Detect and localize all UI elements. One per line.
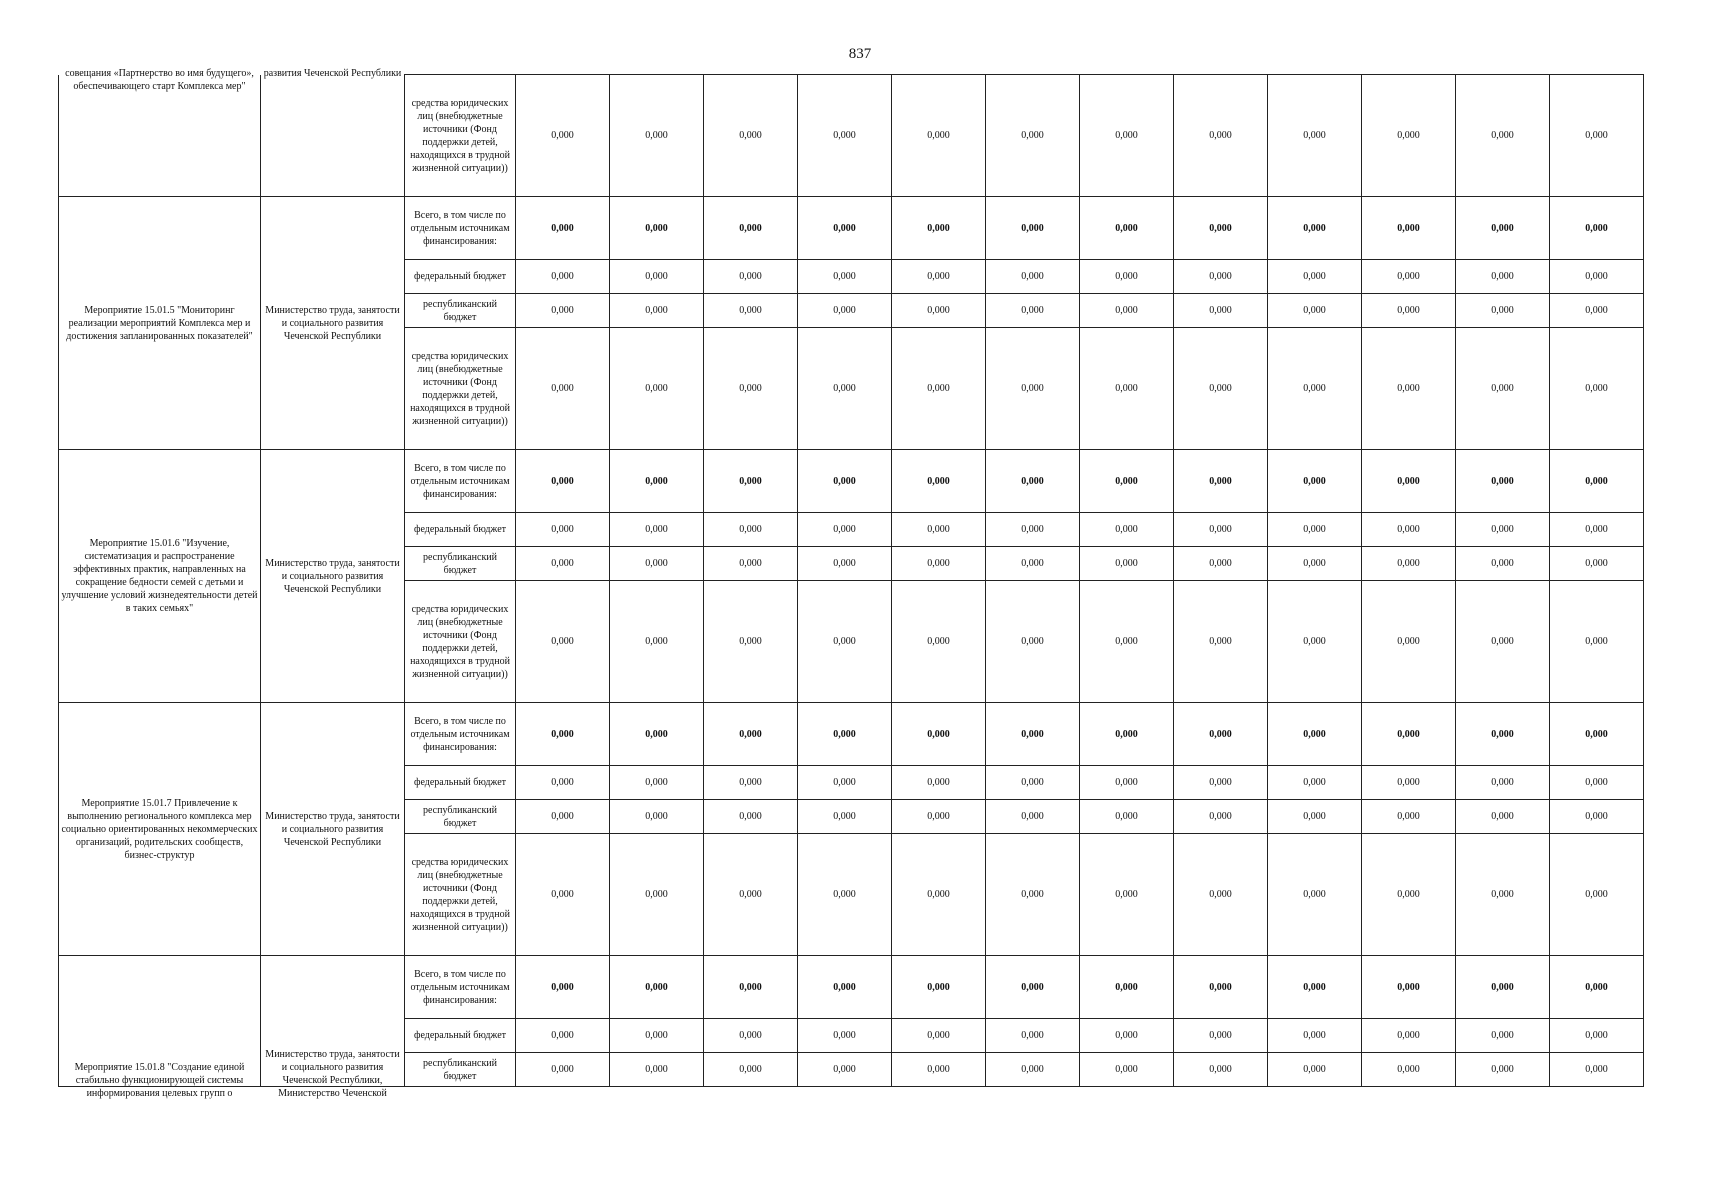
value-cell: 0,000: [892, 328, 986, 450]
value-cell: 0,000: [798, 260, 892, 294]
value-cell: 0,000: [704, 547, 798, 581]
value-cell: 0,000: [1268, 547, 1362, 581]
source-label: федеральный бюджет: [405, 1019, 516, 1053]
event-name: совещания «Партнерство во имя будущего», обеспечивающего старт Комплекса мер": [65, 67, 254, 92]
value-cell: 0,000: [1174, 1053, 1268, 1087]
value-cell: 0,000: [798, 581, 892, 703]
value-cell: 0,000: [1174, 260, 1268, 294]
value-cell: 0,000: [986, 450, 1080, 513]
value-cell: 0,000: [798, 1053, 892, 1087]
value-cell: 0,000: [1268, 513, 1362, 547]
value-cell: 0,000: [704, 956, 798, 1019]
value-cell: 0,000: [1080, 766, 1174, 800]
event-name-cell: [59, 450, 261, 703]
source-label: Всего, в том числе по отдельным источникам финансирования:: [405, 450, 516, 513]
value-cell: 0,000: [798, 513, 892, 547]
value-cell: 0,000: [1268, 800, 1362, 834]
value-cell: 0,000: [610, 1019, 704, 1053]
value-cell: 0,000: [516, 197, 610, 260]
value-cell: 0,000: [1550, 834, 1644, 956]
value-cell: 0,000: [1456, 1053, 1550, 1087]
value-cell: 0,000: [516, 581, 610, 703]
value-cell: 0,000: [1080, 703, 1174, 766]
value-cell: 0,000: [1456, 800, 1550, 834]
responsible-name: Министерство труда, занятости и социального развития Чеченской Республики, Министерство Чеченской: [265, 1049, 400, 1099]
value-cell: 0,000: [1174, 513, 1268, 547]
value-cell: 0,000: [1080, 1019, 1174, 1053]
value-cell: 0,000: [1362, 581, 1456, 703]
value-cell: 0,000: [798, 75, 892, 197]
responsible-cell: [261, 197, 405, 450]
value-cell: 0,000: [1362, 834, 1456, 956]
value-cell: 0,000: [516, 547, 610, 581]
value-cell: 0,000: [1362, 450, 1456, 513]
value-cell: 0,000: [1456, 75, 1550, 197]
event-name-cell: [59, 956, 261, 1099]
value-cell: 0,000: [1080, 294, 1174, 328]
value-cell: 0,000: [1080, 1053, 1174, 1087]
value-cell: 0,000: [986, 766, 1080, 800]
value-cell: 0,000: [1268, 260, 1362, 294]
value-cell: 0,000: [892, 547, 986, 581]
value-cell: 0,000: [516, 834, 610, 956]
value-cell: 0,000: [1268, 956, 1362, 1019]
value-cell: 0,000: [516, 956, 610, 1019]
value-cell: 0,000: [892, 1019, 986, 1053]
value-cell: 0,000: [516, 294, 610, 328]
value-cell: 0,000: [1268, 197, 1362, 260]
value-cell: 0,000: [1268, 1019, 1362, 1053]
value-cell: 0,000: [516, 260, 610, 294]
value-cell: 0,000: [516, 766, 610, 800]
value-cell: 0,000: [1174, 450, 1268, 513]
value-cell: 0,000: [1174, 328, 1268, 450]
value-cell: 0,000: [1456, 450, 1550, 513]
value-cell: 0,000: [798, 294, 892, 328]
value-cell: 0,000: [1362, 956, 1456, 1019]
value-cell: 0,000: [798, 703, 892, 766]
value-cell: 0,000: [1550, 547, 1644, 581]
value-cell: 0,000: [1080, 260, 1174, 294]
value-cell: 0,000: [1174, 1019, 1268, 1053]
value-cell: 0,000: [986, 294, 1080, 328]
value-cell: 0,000: [1362, 294, 1456, 328]
value-cell: 0,000: [1268, 450, 1362, 513]
value-cell: 0,000: [610, 294, 704, 328]
value-cell: 0,000: [986, 1019, 1080, 1053]
value-cell: 0,000: [1456, 581, 1550, 703]
value-cell: 0,000: [1362, 800, 1456, 834]
source-label: федеральный бюджет: [405, 766, 516, 800]
value-cell: 0,000: [1174, 703, 1268, 766]
value-cell: 0,000: [1550, 581, 1644, 703]
value-cell: 0,000: [1550, 1019, 1644, 1053]
value-cell: 0,000: [610, 450, 704, 513]
value-cell: 0,000: [1268, 1053, 1362, 1087]
value-cell: 0,000: [986, 328, 1080, 450]
value-cell: 0,000: [516, 75, 610, 197]
source-label: средства юридических лиц (внебюджетные источники (Фонд поддержки детей, находящихся в трудной жизненной ситуации)): [405, 328, 516, 450]
value-cell: 0,000: [1268, 294, 1362, 328]
value-cell: 0,000: [1080, 547, 1174, 581]
value-cell: 0,000: [1550, 450, 1644, 513]
value-cell: 0,000: [1080, 834, 1174, 956]
value-cell: 0,000: [798, 197, 892, 260]
value-cell: 0,000: [610, 834, 704, 956]
value-cell: 0,000: [1456, 260, 1550, 294]
value-cell: 0,000: [704, 1053, 798, 1087]
responsible-name: Министерство труда, занятости и социального развития Чеченской Республики: [265, 304, 400, 342]
value-cell: 0,000: [986, 1053, 1080, 1087]
value-cell: 0,000: [1362, 766, 1456, 800]
value-cell: 0,000: [610, 1053, 704, 1087]
value-cell: 0,000: [1362, 703, 1456, 766]
value-cell: 0,000: [704, 834, 798, 956]
value-cell: 0,000: [1174, 581, 1268, 703]
responsible-cell: [261, 67, 405, 197]
source-label: средства юридических лиц (внебюджетные источники (Фонд поддержки детей, находящихся в трудной жизненной ситуации)): [405, 834, 516, 956]
value-cell: 0,000: [986, 513, 1080, 547]
value-cell: 0,000: [1080, 956, 1174, 1019]
value-cell: 0,000: [1080, 75, 1174, 197]
value-cell: 0,000: [704, 513, 798, 547]
value-cell: 0,000: [610, 581, 704, 703]
value-cell: 0,000: [1550, 75, 1644, 197]
value-cell: 0,000: [1456, 703, 1550, 766]
value-cell: 0,000: [798, 450, 892, 513]
value-cell: 0,000: [1550, 1053, 1644, 1087]
value-cell: 0,000: [1174, 547, 1268, 581]
responsible-name: развития Чеченской Республики: [263, 67, 402, 79]
event-name: Мероприятие 15.01.7 Привлечение к выполнению регионального комплекса мер социально ориентированных некоммерческих организаций, родительских сообществ, бизнес-структур: [61, 797, 258, 861]
source-label: средства юридических лиц (внебюджетные источники (Фонд поддержки детей, находящихся в трудной жизненной ситуации)): [405, 75, 516, 197]
value-cell: 0,000: [516, 328, 610, 450]
source-label: республиканский бюджет: [405, 800, 516, 834]
value-cell: 0,000: [892, 260, 986, 294]
value-cell: 0,000: [1456, 956, 1550, 1019]
value-cell: 0,000: [704, 75, 798, 197]
value-cell: 0,000: [1080, 197, 1174, 260]
responsible-name: Министерство труда, занятости и социального развития Чеченской Республики: [265, 557, 400, 595]
value-cell: 0,000: [798, 547, 892, 581]
value-cell: 0,000: [516, 450, 610, 513]
value-cell: 0,000: [1456, 834, 1550, 956]
value-cell: 0,000: [704, 328, 798, 450]
value-cell: 0,000: [798, 1019, 892, 1053]
source-label: федеральный бюджет: [405, 260, 516, 294]
value-cell: 0,000: [1456, 547, 1550, 581]
page-number: 837: [848, 46, 872, 62]
value-cell: 0,000: [516, 800, 610, 834]
value-cell: 0,000: [1174, 197, 1268, 260]
value-cell: 0,000: [704, 197, 798, 260]
value-cell: 0,000: [516, 513, 610, 547]
value-cell: 0,000: [986, 703, 1080, 766]
value-cell: 0,000: [1456, 197, 1550, 260]
value-cell: 0,000: [1080, 450, 1174, 513]
value-cell: 0,000: [516, 1053, 610, 1087]
value-cell: 0,000: [798, 766, 892, 800]
value-cell: 0,000: [1268, 703, 1362, 766]
value-cell: 0,000: [1362, 75, 1456, 197]
source-label: федеральный бюджет: [405, 513, 516, 547]
value-cell: 0,000: [1174, 956, 1268, 1019]
value-cell: 0,000: [1080, 513, 1174, 547]
value-cell: 0,000: [892, 75, 986, 197]
value-cell: 0,000: [798, 956, 892, 1019]
value-cell: 0,000: [704, 260, 798, 294]
value-cell: 0,000: [704, 766, 798, 800]
source-label: республиканский бюджет: [405, 1053, 516, 1087]
value-cell: 0,000: [892, 800, 986, 834]
event-name: Мероприятие 15.01.6 "Изучение, систематизация и распространение эффективных практик, направленных на сокращение бедности семей с детьми и улучшение условий жизнедеятельности детей в таких семьях": [61, 538, 258, 614]
value-cell: 0,000: [798, 328, 892, 450]
value-cell: 0,000: [1362, 1019, 1456, 1053]
value-cell: 0,000: [798, 834, 892, 956]
value-cell: 0,000: [986, 581, 1080, 703]
value-cell: 0,000: [1550, 766, 1644, 800]
value-cell: 0,000: [610, 800, 704, 834]
value-cell: 0,000: [1080, 328, 1174, 450]
value-cell: 0,000: [1550, 513, 1644, 547]
table-row: [59, 75, 1644, 197]
value-cell: 0,000: [610, 766, 704, 800]
value-cell: 0,000: [1362, 1053, 1456, 1087]
value-cell: 0,000: [892, 197, 986, 260]
value-cell: 0,000: [1456, 513, 1550, 547]
value-cell: 0,000: [704, 800, 798, 834]
value-cell: 0,000: [1550, 328, 1644, 450]
value-cell: 0,000: [1268, 581, 1362, 703]
value-cell: 0,000: [1456, 1019, 1550, 1053]
value-cell: 0,000: [892, 581, 986, 703]
value-cell: 0,000: [1268, 834, 1362, 956]
value-cell: 0,000: [1362, 260, 1456, 294]
value-cell: 0,000: [1550, 294, 1644, 328]
value-cell: 0,000: [704, 294, 798, 328]
budget-table: [58, 67, 1644, 1099]
event-name: Мероприятие 15.01.5 "Мониторинг реализации мероприятий Комплекса мер и достижения запланированных показателей": [66, 304, 253, 342]
value-cell: 0,000: [1456, 766, 1550, 800]
value-cell: 0,000: [986, 547, 1080, 581]
value-cell: 0,000: [986, 956, 1080, 1019]
table-row: [59, 703, 1644, 766]
value-cell: 0,000: [1362, 513, 1456, 547]
event-name-cell: [59, 703, 261, 956]
table-row: [59, 450, 1644, 513]
value-cell: 0,000: [1174, 800, 1268, 834]
source-label: республиканский бюджет: [405, 294, 516, 328]
value-cell: 0,000: [610, 260, 704, 294]
event-name-cell: [59, 67, 261, 197]
value-cell: 0,000: [986, 260, 1080, 294]
value-cell: 0,000: [986, 197, 1080, 260]
source-label: Всего, в том числе по отдельным источникам финансирования:: [405, 956, 516, 1019]
value-cell: 0,000: [1080, 800, 1174, 834]
value-cell: 0,000: [1550, 260, 1644, 294]
value-cell: 0,000: [610, 197, 704, 260]
value-cell: 0,000: [704, 703, 798, 766]
table-row: [59, 956, 1644, 1019]
value-cell: 0,000: [1362, 547, 1456, 581]
value-cell: 0,000: [986, 800, 1080, 834]
value-cell: 0,000: [516, 1019, 610, 1053]
value-cell: 0,000: [1550, 703, 1644, 766]
value-cell: 0,000: [892, 703, 986, 766]
value-cell: 0,000: [610, 547, 704, 581]
value-cell: 0,000: [892, 956, 986, 1019]
value-cell: 0,000: [1174, 294, 1268, 328]
value-cell: 0,000: [1268, 766, 1362, 800]
value-cell: 0,000: [1456, 294, 1550, 328]
value-cell: 0,000: [1080, 581, 1174, 703]
value-cell: 0,000: [798, 800, 892, 834]
value-cell: 0,000: [1174, 834, 1268, 956]
value-cell: 0,000: [704, 1019, 798, 1053]
value-cell: 0,000: [610, 703, 704, 766]
value-cell: 0,000: [892, 1053, 986, 1087]
responsible-cell: [261, 450, 405, 703]
value-cell: 0,000: [892, 834, 986, 956]
value-cell: 0,000: [1550, 956, 1644, 1019]
source-label: республиканский бюджет: [405, 547, 516, 581]
source-label: Всего, в том числе по отдельным источникам финансирования:: [405, 703, 516, 766]
source-label: Всего, в том числе по отдельным источникам финансирования:: [405, 197, 516, 260]
source-label: средства юридических лиц (внебюджетные источники (Фонд поддержки детей, находящихся в трудной жизненной ситуации)): [405, 581, 516, 703]
value-cell: 0,000: [892, 294, 986, 328]
value-cell: 0,000: [610, 328, 704, 450]
value-cell: 0,000: [1362, 197, 1456, 260]
value-cell: 0,000: [610, 75, 704, 197]
value-cell: 0,000: [1362, 328, 1456, 450]
value-cell: 0,000: [516, 703, 610, 766]
value-cell: 0,000: [704, 581, 798, 703]
table-row: [59, 197, 1644, 260]
responsible-cell: [261, 956, 405, 1099]
value-cell: 0,000: [892, 766, 986, 800]
budget-table-container: [58, 67, 1644, 1099]
value-cell: 0,000: [610, 956, 704, 1019]
value-cell: 0,000: [610, 513, 704, 547]
value-cell: 0,000: [1268, 328, 1362, 450]
value-cell: 0,000: [704, 450, 798, 513]
value-cell: 0,000: [1174, 75, 1268, 197]
event-name: Мероприятие 15.01.8 "Создание единой стабильно функционирующей системы информирования целевых групп о: [74, 1062, 245, 1099]
value-cell: 0,000: [892, 513, 986, 547]
value-cell: 0,000: [1268, 75, 1362, 197]
value-cell: 0,000: [986, 834, 1080, 956]
value-cell: 0,000: [1550, 197, 1644, 260]
value-cell: 0,000: [1174, 766, 1268, 800]
value-cell: 0,000: [1550, 800, 1644, 834]
responsible-name: Министерство труда, занятости и социального развития Чеченской Республики: [265, 810, 400, 848]
value-cell: 0,000: [986, 75, 1080, 197]
value-cell: 0,000: [892, 450, 986, 513]
responsible-cell: [261, 703, 405, 956]
value-cell: 0,000: [1456, 328, 1550, 450]
event-name-cell: [59, 197, 261, 450]
